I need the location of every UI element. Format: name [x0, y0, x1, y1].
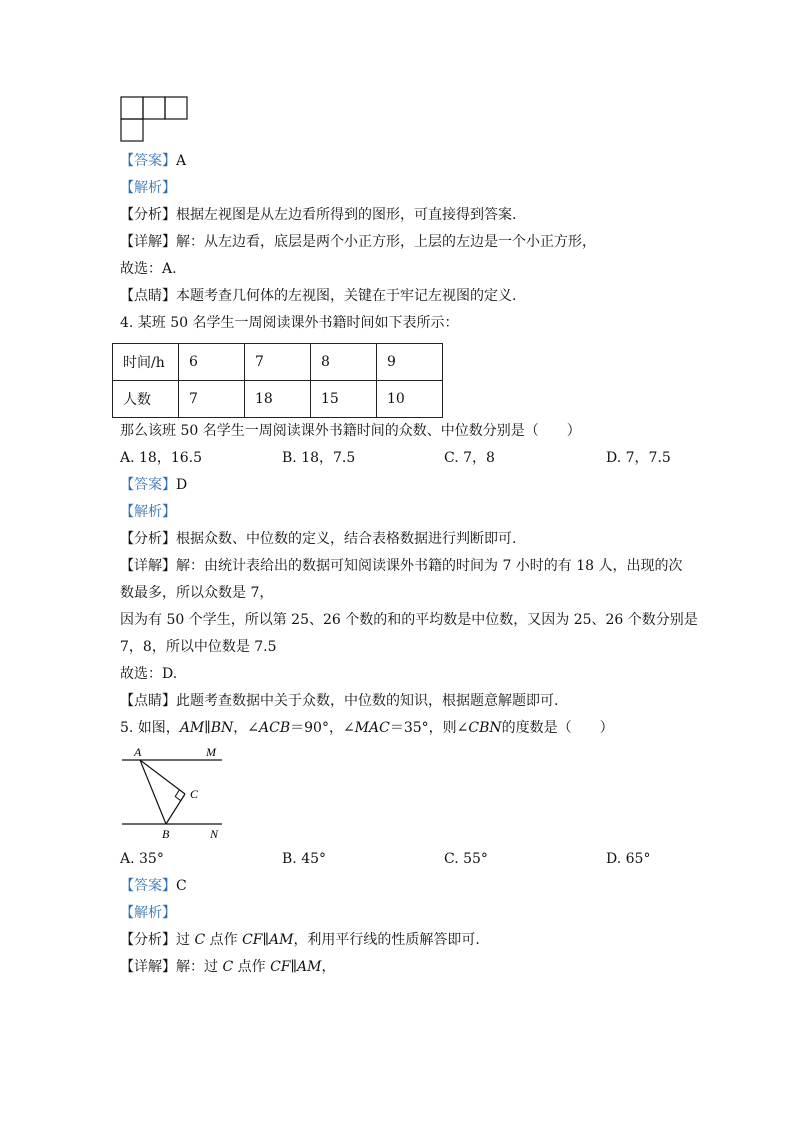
xiangjie-tag: 【详解】 — [120, 558, 176, 574]
q5-geometry-figure — [120, 742, 230, 842]
q5-analysis-line — [120, 903, 176, 923]
q4-analysis-line — [120, 502, 176, 522]
q5-stem-mid3: ＝35°，则∠ — [389, 720, 469, 736]
q3-answer: A — [176, 153, 187, 169]
q5-xiangjie-cf: CF — [270, 959, 291, 975]
q5-stem-bn: BN — [210, 720, 234, 736]
table-cell: 18 — [245, 381, 311, 418]
answer-tag: 【答案】 — [120, 878, 176, 894]
q4-question: 那么该班 50 名学生一周阅读课外书籍时间的众数、中位数分别是（ ） — [120, 423, 581, 439]
q4-option-b: B. 18，7.5 — [282, 450, 356, 466]
q4-table — [112, 343, 443, 418]
table-cell: 10 — [377, 381, 443, 418]
q4-option-c: C. 7，8 — [444, 450, 495, 466]
table-cell: 6 — [179, 344, 245, 381]
label-n: N — [210, 827, 219, 841]
segment-cb — [166, 794, 185, 824]
analysis-tag: 【解析】 — [120, 504, 176, 520]
q4-answer-line — [120, 475, 187, 495]
q4-xiangjie-3: 因为有 50 个学生，所以第 25、26 个数的和的平均数是中位数，又因为 25、26 个数分别是 — [120, 612, 698, 628]
q3-xiangjie: 解：从左边看，底层是两个小正方形，上层的左边是一个小正方形， — [176, 234, 596, 250]
table-cell: 7 — [179, 381, 245, 418]
q5-xiangjie-3: ， — [321, 959, 336, 975]
q5-option-c: C. 55° — [444, 851, 488, 867]
q4-dianjing-line — [120, 691, 558, 711]
answer-tag: 【答案】 — [120, 477, 176, 493]
q4-option-d: D. 7，7.5 — [606, 450, 671, 466]
q3-fenxi-line — [120, 205, 516, 225]
q5-stem-mid2: ＝90°，∠ — [290, 720, 355, 736]
label-a: A — [134, 745, 142, 759]
q4-fenxi-line — [120, 529, 516, 549]
q5-stem — [120, 718, 614, 738]
q5-stem-end: 的度数是（ ） — [501, 720, 614, 736]
table-cell: 8 — [311, 344, 377, 381]
xiangjie-tag: 【详解】 — [120, 959, 176, 975]
dianjing-tag: 【点睛】 — [120, 288, 176, 304]
q5-fenxi-3: ，利用平行线的性质解答即可. — [293, 932, 480, 948]
q5-fenxi-parallel: ∥ — [262, 932, 269, 948]
q5-fenxi-2: 点作 — [205, 932, 243, 948]
q3-fenxi: 根据左视图是从左边看所得到的图形，可直接得到答案. — [176, 207, 517, 223]
q5-stem-parallel: ∥ — [204, 720, 211, 736]
q4-fenxi: 根据众数、中位数的定义，结合表格数据进行判断即可. — [176, 531, 517, 547]
q5-xiangjie-am: AM — [296, 959, 322, 975]
q4-xiangjie-2: 数最多，所以众数是 7， — [120, 585, 274, 601]
dianjing-tag: 【点睛】 — [120, 693, 176, 709]
q3-analysis-line — [120, 178, 176, 198]
fenxi-tag: 【分析】 — [120, 207, 176, 223]
q5-xiangjie-parallel: ∥ — [290, 959, 297, 975]
table-cell: 7 — [245, 344, 311, 381]
q5-xiangjie-line — [120, 957, 335, 977]
fenxi-tag: 【分析】 — [120, 932, 176, 948]
q5-option-a: A. 35° — [120, 851, 164, 867]
q5-stem-prefix: 5. 如图， — [120, 720, 180, 736]
table-cell: 9 — [377, 344, 443, 381]
q5-stem-am: AM — [179, 720, 205, 736]
q5-fenxi-line — [120, 930, 480, 950]
q5-stem-mac: MAC — [354, 720, 390, 736]
table-cell: 人数 — [113, 381, 179, 418]
square-top-2 — [143, 97, 165, 119]
square-bottom-1 — [121, 119, 143, 141]
table-row — [113, 381, 443, 418]
q5-fenxi-c: C — [194, 932, 206, 948]
table-cell: 时间/h — [113, 344, 179, 381]
q5-answer: C — [176, 878, 187, 894]
q4-xiangjie-1: 解：由统计表给出的数据可知阅读课外书籍的时间为 7 小时的有 18 人，出现的次 — [176, 558, 683, 574]
left-view-figure — [120, 96, 190, 142]
q4-option-a: A. 18，16.5 — [120, 450, 202, 466]
q4-xiangjie-line-1 — [120, 556, 683, 576]
analysis-tag: 【解析】 — [120, 180, 176, 196]
q5-stem-mid1: ，∠ — [233, 720, 260, 736]
q5-fenxi-1: 过 — [176, 932, 195, 948]
xiangjie-tag: 【详解】 — [120, 234, 176, 250]
label-b: B — [162, 827, 170, 841]
q5-option-b: B. 45° — [282, 851, 327, 867]
q5-fenxi-am: AM — [268, 932, 294, 948]
q3-conclusion: 故选：A. — [120, 261, 177, 277]
q5-stem-acb: ACB — [259, 720, 291, 736]
table-row — [113, 344, 443, 381]
label-c: C — [190, 787, 199, 801]
q4-xiangjie-4: 7，8，所以中位数是 7.5 — [120, 639, 277, 655]
analysis-tag: 【解析】 — [120, 905, 176, 921]
q5-fenxi-cf: CF — [242, 932, 263, 948]
table-cell: 15 — [311, 381, 377, 418]
square-top-1 — [121, 97, 143, 119]
right-angle-mark — [175, 790, 181, 801]
square-top-3 — [165, 97, 187, 119]
q3-dianjing: 本题考查几何体的左视图，关键在于牢记左视图的定义. — [176, 288, 517, 304]
q5-option-d: D. 65° — [606, 851, 651, 867]
q3-dianjing-line — [120, 286, 516, 306]
q4-stem: 4. 某班 50 名学生一周阅读课外书籍时间如下表所示： — [120, 315, 459, 331]
q5-stem-cbn: CBN — [468, 720, 502, 736]
q5-xiangjie-2: 点作 — [233, 959, 271, 975]
q3-answer-line — [120, 151, 186, 171]
fenxi-tag: 【分析】 — [120, 531, 176, 547]
q5-xiangjie-1: 解：过 — [176, 959, 223, 975]
q4-conclusion: 故选：D. — [120, 666, 178, 682]
q5-answer-line — [120, 876, 187, 896]
answer-tag: 【答案】 — [120, 153, 176, 169]
label-m: M — [206, 745, 216, 759]
q3-xiangjie-line — [120, 232, 596, 252]
q4-answer: D — [176, 477, 188, 493]
q4-dianjing: 此题考查数据中关于众数，中位数的知识，根据题意解题即可. — [176, 693, 559, 709]
q5-xiangjie-c: C — [222, 959, 234, 975]
